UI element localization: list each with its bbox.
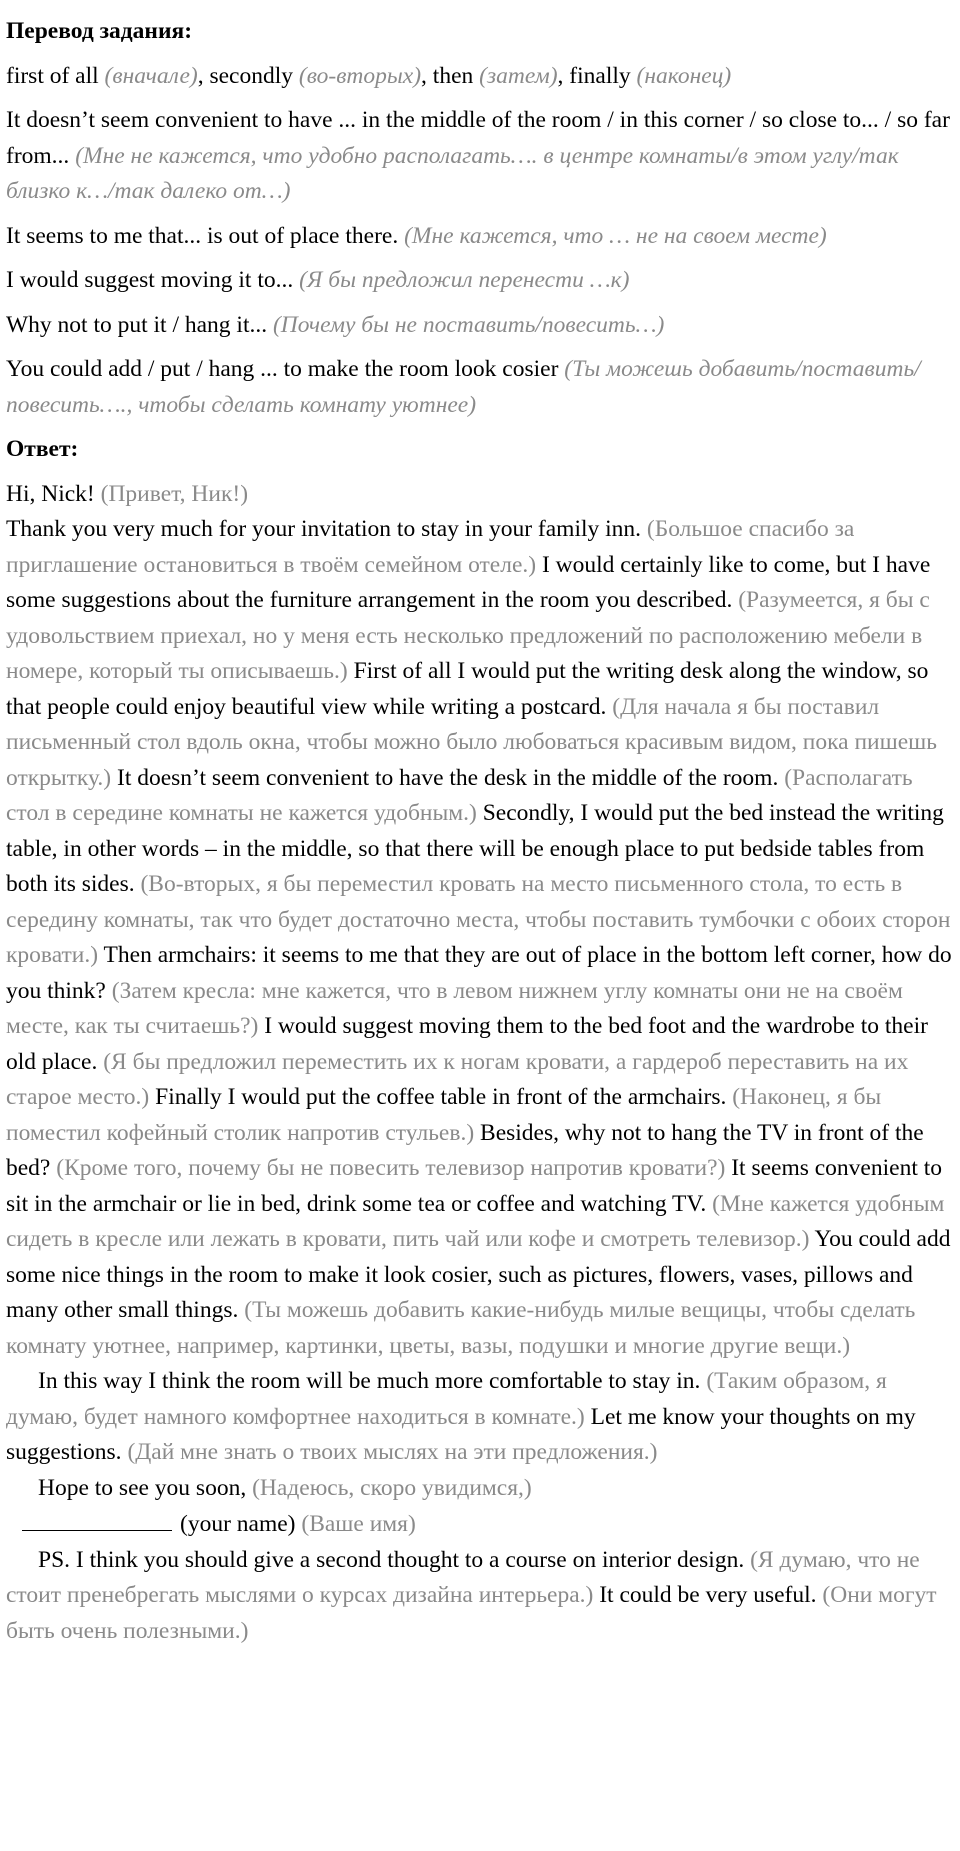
phrase-ru: (Я бы предложил перенести …к) bbox=[299, 267, 630, 293]
body-en: Finally I would put the coffee table in front of the armchairs. bbox=[149, 1084, 733, 1110]
letter-closing-paragraph bbox=[6, 1364, 954, 1471]
letter bbox=[6, 477, 954, 1650]
body-en: It doesn’t seem convenient to have the desk in the middle of the room. bbox=[111, 764, 785, 791]
body-ru: (Для начала я бы поставил письменный стол вдоль окна, чтобы можно было любоваться красивым видом, пока пишешь открытку.) bbox=[6, 693, 937, 791]
phrase-list bbox=[6, 59, 954, 424]
body-ru: (Наконец, я бы поместил кофейный столик напротив стульев.) bbox=[6, 1084, 882, 1146]
body-ru: (Разумеется, я бы с удовольствием приехал, но у меня есть несколько предложений по расположению мебели в номере, который ты описываешь.) bbox=[6, 587, 930, 684]
phrase-ru: (Ты можешь добавить/поставить/повесить…., чтобы сделать комнату уютнее) bbox=[6, 356, 921, 418]
phrase-en: , then bbox=[421, 62, 480, 89]
phrase-item bbox=[6, 352, 954, 423]
phrase-ru: (Мне кажется, что … не на своем месте) bbox=[404, 222, 827, 249]
closing-en: In this way I think the room will be much more comfortable to stay in. bbox=[38, 1368, 707, 1394]
signature-ru: (Ваше имя) bbox=[301, 1511, 416, 1537]
body-en: Besides, why not to hang the TV in front of the bed? bbox=[6, 1119, 924, 1181]
body-ru: (Затем кресла: мне кажется, что в левом нижнем углу комнаты они не на своём месте, как ты считаешь?) bbox=[6, 977, 903, 1039]
ps-ru: (Они могут быть очень полезными.) bbox=[6, 1582, 937, 1644]
phrase-item bbox=[6, 59, 954, 95]
body-ru: (Кроме того, почему бы не повесить телевизор напротив кровати?) bbox=[56, 1155, 726, 1181]
signoff-en: Hope to see you soon, bbox=[38, 1474, 253, 1501]
phrase-item bbox=[6, 103, 954, 210]
phrase-ru: (вначале) bbox=[104, 62, 198, 89]
body-en: You could add some nice things in the room to make it look cosier, such as pictures, flowers, vases, pillows and many other small things. bbox=[6, 1226, 951, 1323]
body-en: Thank you very much for your invitation to stay in your family inn. bbox=[6, 516, 647, 542]
ps-en: PS. I think you should give a second thought to a course on interior design. bbox=[38, 1546, 751, 1573]
greeting-ru: (Привет, Ник!) bbox=[100, 480, 249, 507]
phrase-item bbox=[6, 263, 954, 299]
phrase-en: You could add / put / hang ... to make the room look cosier bbox=[6, 356, 565, 382]
body-ru: (Большое спасибо за приглашение остановиться в твоём семейном отеле.) bbox=[6, 516, 855, 578]
body-en: First of all I would put the writing desk along the window, so that people could enjoy beautiful view while writing a postcard. bbox=[6, 658, 929, 720]
phrase-en: It doesn’t seem convenient to have ... in the middle of the room / in this corner / so close to... / so far from... bbox=[6, 107, 950, 169]
phrase-en: It seems to me that... is out of place there. bbox=[6, 222, 405, 249]
signoff-ru: (Надеюсь, скоро увидимся,) bbox=[252, 1474, 532, 1501]
phrase-en: I would suggest moving it to... bbox=[6, 267, 300, 293]
phrase-ru: (во-вторых) bbox=[298, 62, 422, 89]
body-ru: (Ты можешь добавить какие-нибудь милые вещицы, чтобы сделать комнату уютнее, например, картинки, цветы, вазы, подушки и многие другие вещи.) bbox=[6, 1297, 916, 1359]
phrase-item bbox=[6, 219, 954, 255]
body-ru: (Мне кажется удобным сидеть в кресле или лежать в кровати, пить чай или кофе и смотреть телевизор.) bbox=[6, 1190, 945, 1252]
body-en: It seems convenient to sit in the armchair or lie in bed, drink some tea or coffee and watching TV. bbox=[6, 1155, 943, 1217]
body-ru: (Я бы предложил переместить их к ногам кровати, а гардероб переставить на их старое место.) bbox=[6, 1048, 909, 1110]
phrase-item bbox=[6, 308, 954, 344]
answer-heading: Ответ: bbox=[6, 436, 79, 462]
ps-ru: (Я думаю, что не стоит пренебрегать мыслями о курсах дизайна интерьера.) bbox=[6, 1546, 920, 1608]
task-translation-heading: Перевод задания: bbox=[6, 18, 193, 44]
letter-body bbox=[6, 512, 954, 1364]
ps-en: It could be very useful. bbox=[593, 1582, 823, 1608]
closing-ru: (Таким образом, я думаю, будет намного комфортнее находиться в комнате.) bbox=[6, 1368, 887, 1430]
letter-signoff bbox=[6, 1471, 954, 1507]
phrase-ru: (Почему бы не поставить/повесить…) bbox=[272, 311, 665, 338]
body-en: Secondly, I would put the bed instead the writing table, in other words – in the middle, so that there will be enough place to put bedside tables from both its sides. bbox=[6, 800, 944, 897]
letter-signature bbox=[6, 1506, 954, 1543]
body-ru: (Располагать стол в середине комнаты не кажется удобным.) bbox=[6, 764, 913, 826]
body-en: Then armchairs: it seems to me that they are out of place in the bottom left corner, how do you think? bbox=[6, 942, 952, 1004]
phrase-ru: (Мне не кажется, что удобно располагать…. в центре комнаты/в этом углу/так близко к…/так далеко от…) bbox=[6, 142, 899, 204]
closing-en: Let me know your thoughts on my suggestions. bbox=[6, 1403, 916, 1465]
body-ru: (Во-вторых, я бы переместил кровать на место письменного стола, то есть в середину комнаты, так что будет достаточно места, чтобы поставить тумбочки с обоих сторон кровати.) bbox=[6, 871, 951, 968]
phrase-en: Why not to put it / hang it... bbox=[6, 311, 273, 338]
phrase-en: , secondly bbox=[197, 62, 299, 89]
signature-blank-line bbox=[22, 1506, 172, 1531]
letter-greeting bbox=[6, 477, 954, 513]
letter-postscript bbox=[6, 1543, 954, 1650]
body-en: I would certainly like to come, but I have some suggestions about the furniture arrangement in the room you described. bbox=[6, 551, 931, 613]
closing-ru: (Дай мне знать о твоих мыслях на эти предложения.) bbox=[127, 1439, 658, 1465]
greeting-en: Hi, Nick! bbox=[6, 480, 101, 507]
body-en: I would suggest moving them to the bed foot and the wardrobe to their old place. bbox=[6, 1013, 928, 1075]
phrase-ru: (затем) bbox=[479, 62, 558, 89]
phrase-en: first of all bbox=[6, 62, 105, 89]
signature-en: (your name) bbox=[180, 1511, 302, 1537]
phrase-en: , finally bbox=[557, 62, 637, 89]
phrase-ru: (наконец) bbox=[636, 62, 732, 89]
